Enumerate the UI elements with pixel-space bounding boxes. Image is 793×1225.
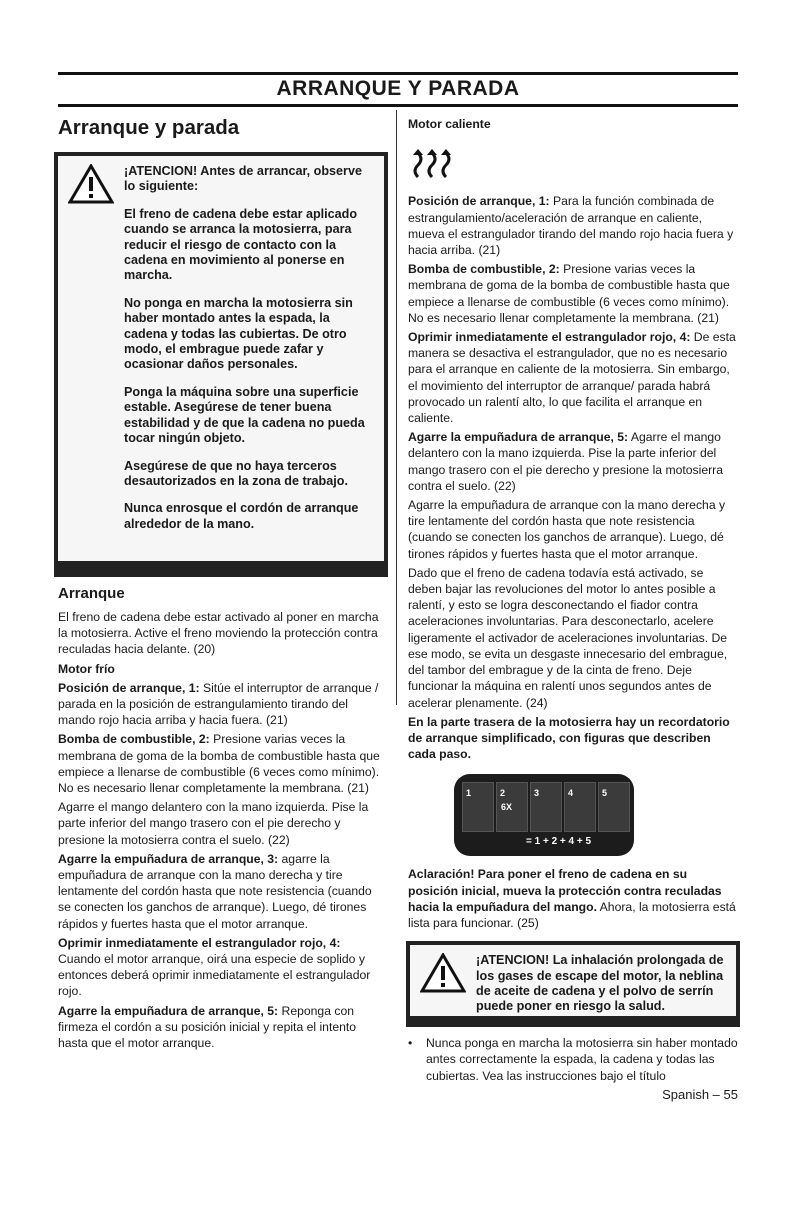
hot-engine-heading: Motor caliente [408, 117, 491, 131]
decal-step-1: 1 [462, 782, 494, 832]
paragraph: Dado que el freno de cadena todavía está activado, se deben bajar las revoluciones del motor lo antes posible a ralentí, y esto se logra desconectando el fiador contra aceleraciones involuntarias. Para desconectarlo, acelere ligeramente el activador de aceleraciones involuntarias. De ese modo, se evita un desgaste innecesario del embrague, del tambor del embrague y de la cinta de freno. Deje funcionar la máquina en ralentí unos segundos antes de acelerar plenamente. (24) [408, 565, 728, 710]
warning-paragraph: El freno de cadena debe estar aplicado cuando se arranca la motosierra, para reducir el riesgo de contacto con la cadena en movimiento al ponerse en marcha. [124, 206, 358, 283]
section-heading: Arranque y parada [58, 116, 240, 139]
warning-text [476, 953, 728, 1015]
warning-box [406, 941, 740, 1027]
page-number: Spanish – 55 [662, 1087, 738, 1102]
top-rule [58, 72, 738, 75]
warning-bottom-bar [410, 1016, 736, 1023]
right-column [408, 116, 740, 1087]
heat-icon [410, 149, 460, 179]
title-rule [58, 104, 738, 107]
paragraph: Agarre la empuñadura de arranque, 3: agarre la empuñadura de arranque con la mano derecha y tire lentamente del cordón hasta que note resistencia (cuando se conecten los ganchos de arranque). Luego, dé tirones rápidos y fuertes hasta que el motor arranque. [58, 851, 372, 931]
cold-engine-heading: Motor frío [58, 661, 115, 676]
paragraph: Posición de arranque, 1: Para la función combinada de estrangulamiento/aceleración de arranque en caliente, mueva el estrangulador tirando del mando rojo hacia fuera y hacia arriba. (21) [408, 194, 734, 258]
warning-paragraph: ¡ATENCION! Antes de arrancar, observe lo siguiente: [124, 164, 362, 194]
paragraph: Agarre la empuñadura de arranque con la mano derecha y tire lentamente del cordón hasta que note resistencia (cuando se conecten los ganchos de arranque). Luego, dé tirones rápidos y fuertes hasta que el motor arranque. [408, 498, 726, 561]
column-divider [396, 110, 397, 705]
paragraph: Bomba de combustible, 2: Presione varias veces la membrana de goma de la bomba de combustible hasta que empiece a llenarse de combustible (6 veces como mínimo). No es necesario llenar completamente la membrana. (21) [58, 732, 380, 796]
warning-bottom-bar [58, 561, 384, 573]
paragraph: Oprimir inmediatamente el estrangulador rojo, 4: De esta manera se desactiva el estrangulador, que no es necesario para el arranque en caliente de la motosierra. Sin embargo, el movimiento del interruptor de arranque/ parada habrá provocado un ralentí alto, lo que facilita el arranque en caliente. [408, 330, 736, 426]
warning-text [124, 164, 376, 544]
subsection-heading: Arranque [58, 585, 125, 602]
paragraph: El freno de cadena debe estar activado al poner en marcha la motosierra. Active el freno moviendo la protección contra reculadas hacia delante. (20) [58, 610, 379, 657]
paragraph: Agarre el mango delantero con la mano izquierda. Pise la parte inferior del mango trasero con el pie derecho y presione la motosierra contra el suelo. (22) [58, 800, 369, 847]
paragraph: Agarre la empuñadura de arranque, 5: Agarre el mango delantero con la mano izquierda. Pise la parte inferior del mango trasero con el pie derecho y presione la motosierra contra el suelo. (22) [408, 430, 724, 493]
decal-sequence: = 1 + 2 + 4 + 5 [526, 836, 592, 848]
start-reminder-decal [454, 774, 634, 856]
warning-paragraph: ¡ATENCION! La inhalación prolongada de los gases de escape del motor, la neblina de aceite de cadena y el polvo de serrín puede poner en riesgo la salud. [476, 953, 724, 1014]
page-title: ARRANQUE Y PARADA [276, 77, 520, 100]
warning-triangle-icon [420, 953, 466, 993]
paragraph: Bomba de combustible, 2: Presione varias veces la membrana de goma de la bomba de combustible hasta que empiece a llenarse de combustible (6 veces como mínimo). No es necesario llenar completamente la membrana. (21) [408, 262, 730, 325]
warning-triangle-icon [68, 164, 114, 204]
paragraph: Aclaración! Para poner el freno de cadena en su posición inicial, mueva la protección contra reculadas hacia la empuñadura del mango. Ahora, la motosierra está lista para funcionar. (25) [408, 867, 736, 930]
paragraph: Agarre la empuñadura de arranque, 5: Reponga con firmeza el cordón a su posición inicial y repita el intento hasta que el motor arranque. [58, 1003, 357, 1051]
paragraph: En la parte trasera de la motosierra hay un recordatorio de arranque simplificado, con figuras que describen cada paso. [408, 714, 730, 762]
warning-box [54, 152, 388, 577]
warning-paragraph: No ponga en marcha la motosierra sin haber montado antes la espada, la cadena y todas las cubiertas. De otro modo, el embrague puede zafar y ocasionar daños personales. [124, 295, 353, 372]
decal-step-5: 5 [598, 782, 630, 832]
left-column [58, 116, 384, 1054]
warning-paragraph: Ponga la máquina sobre una superficie estable. Asegúrese de tener buena estabilidad y de que la cadena no pueda tocar ningún objeto. [124, 384, 365, 446]
paragraph: Oprimir inmediatamente el estrangulador rojo, 4: Cuando el motor arranque, oirá una especie de soplido y entonces deberá oprimir inmediatamente el estrangulador rojo. [58, 935, 371, 999]
warning-paragraph: Nunca enrosque el cordón de arranque alrededor de la mano. [124, 501, 359, 531]
paragraph: Posición de arranque, 1: Sitúe el interruptor de arranque / parada en la posición de estrangulamiento tirando del mando rojo hacia arriba y hacia fuera. (21) [58, 680, 379, 728]
decal-step-2: 2 6X [496, 782, 528, 832]
bullet-item: • Nunca ponga en marcha la motosierra sin haber montado antes correctamente la espada, la cadena y todas las cubiertas. Vea las instrucciones bajo el título [408, 1035, 740, 1084]
warning-paragraph: Asegúrese de que no haya terceros desautorizados en la zona de trabajo. [124, 458, 348, 488]
decal-step-4: 4 [564, 782, 596, 832]
decal-step-3: 3 [530, 782, 562, 832]
